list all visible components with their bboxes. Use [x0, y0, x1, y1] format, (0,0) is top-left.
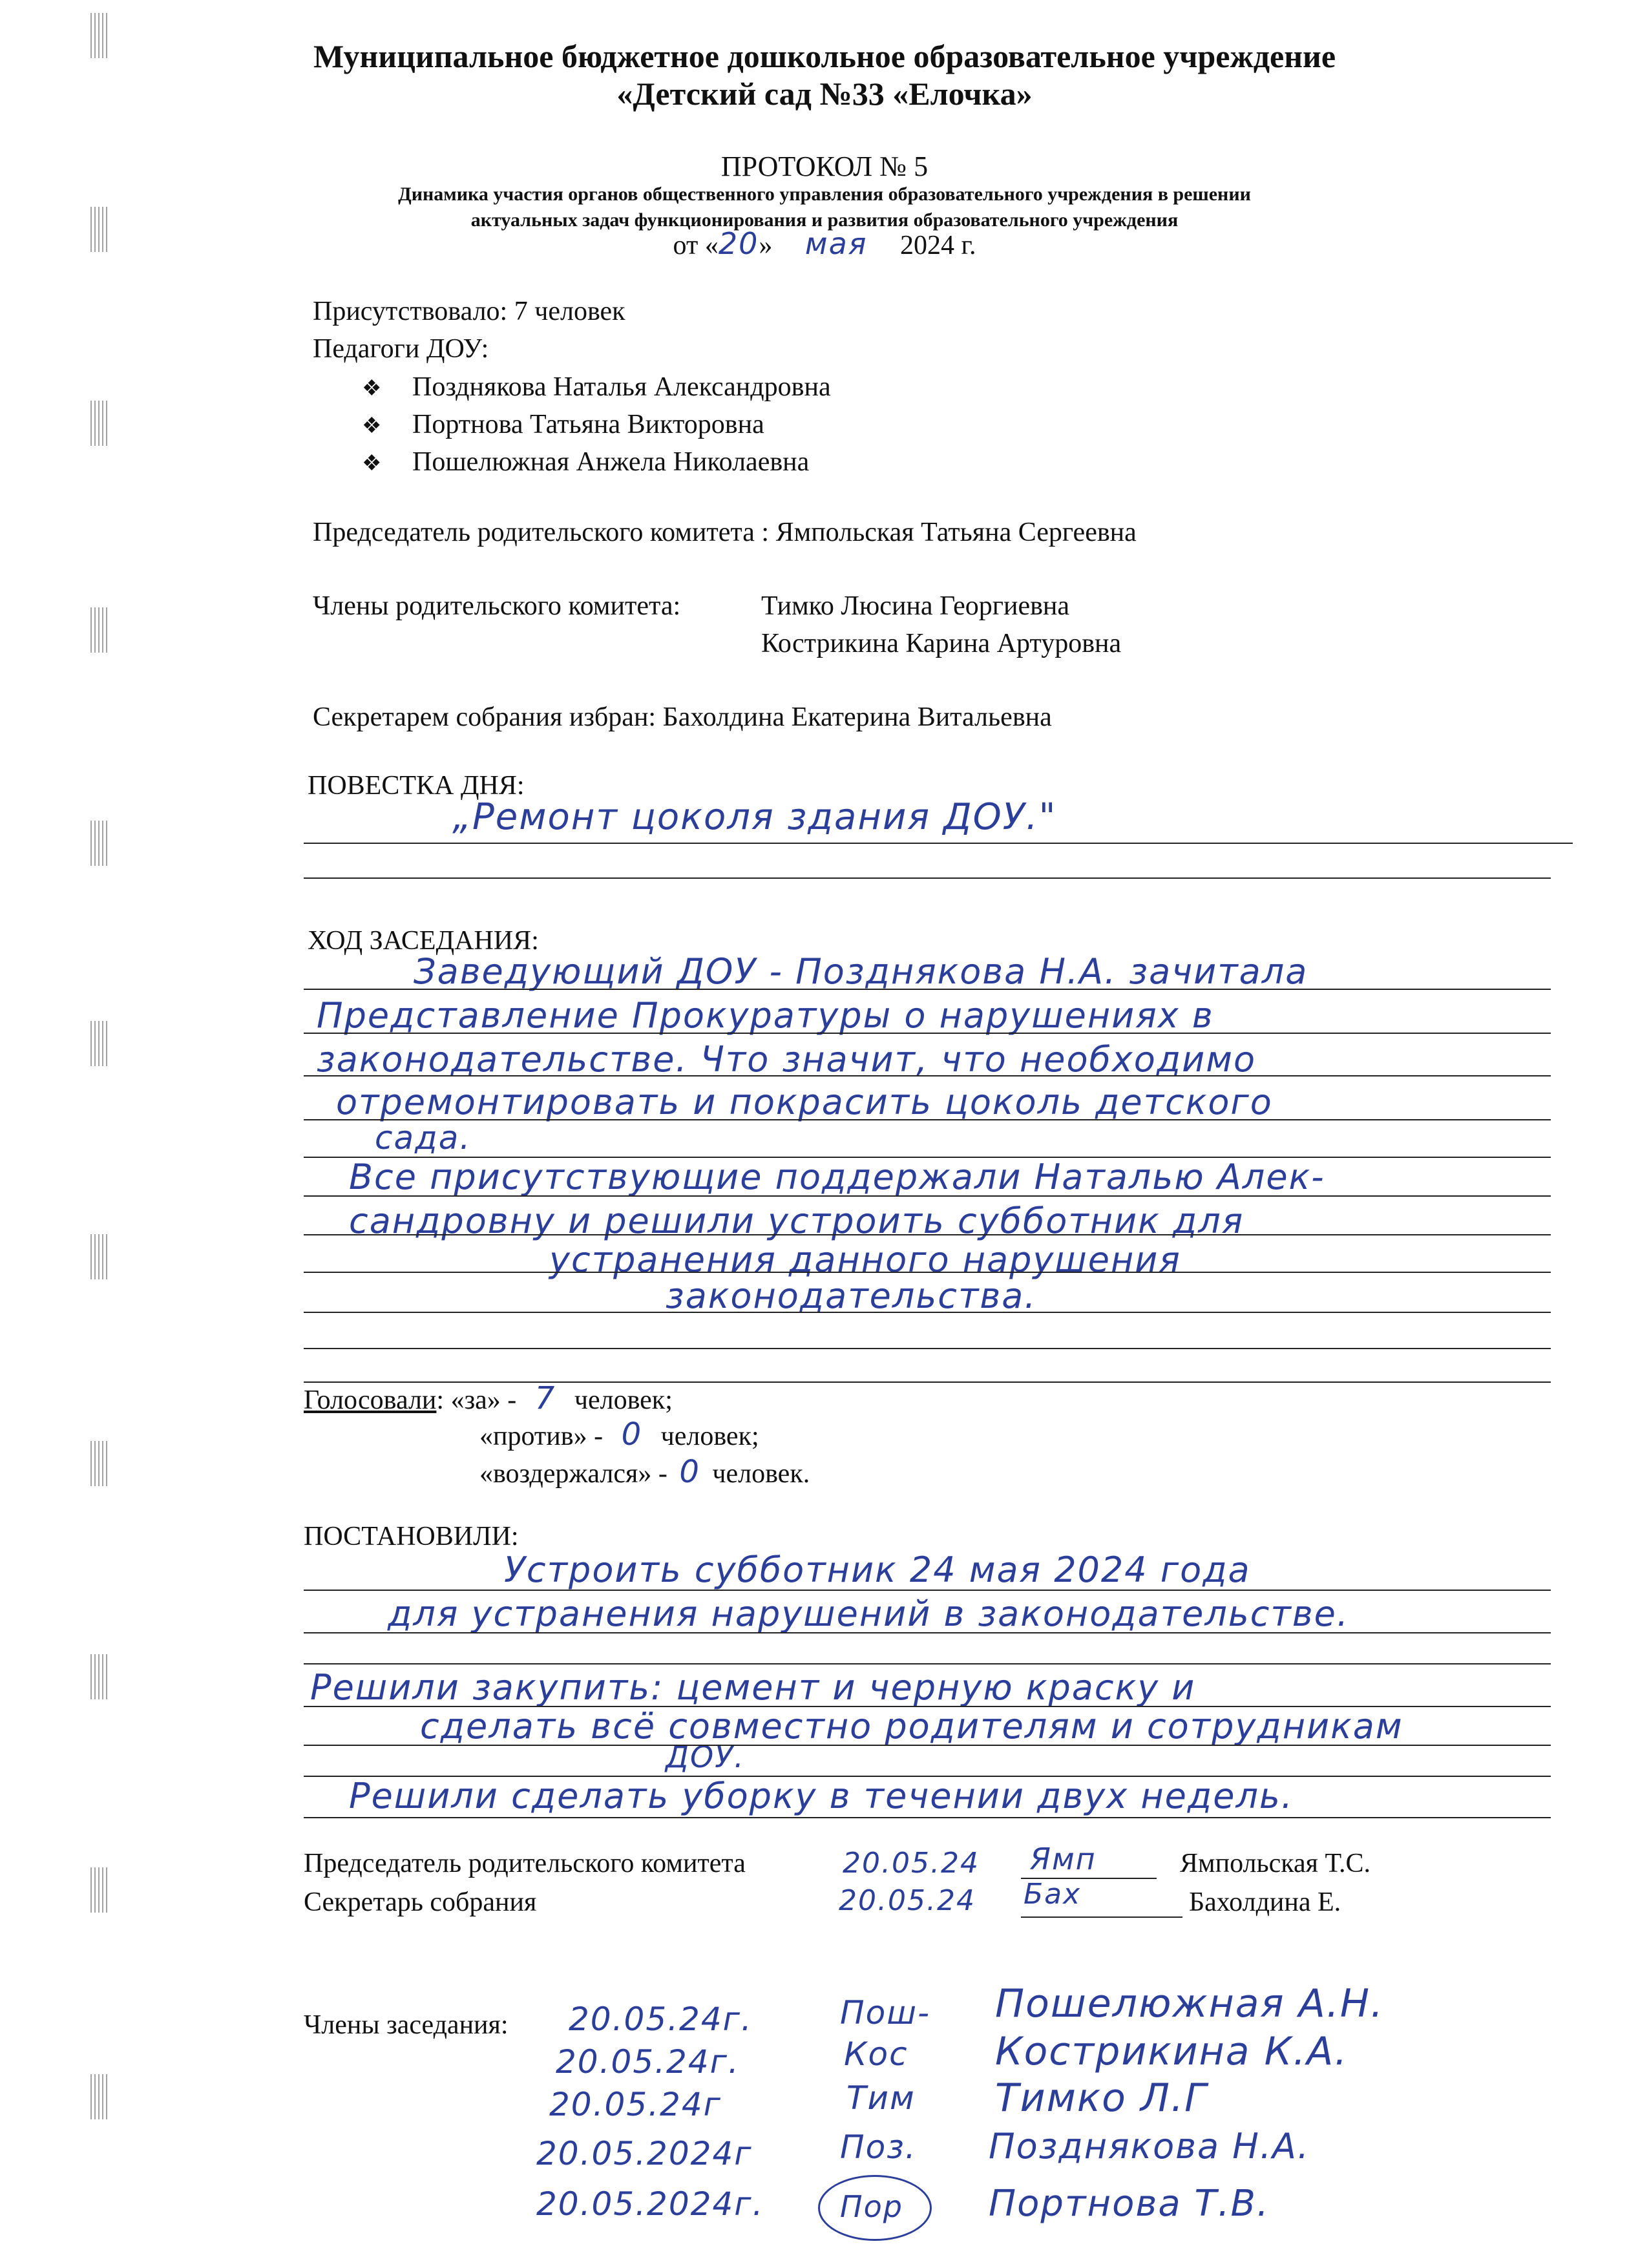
- present-count: Присутствовало: 7 человек: [313, 297, 625, 326]
- member-name-handwritten: Кострикина К.А.: [995, 2029, 1349, 2074]
- member-signature-date: 20.05.24г.: [569, 2000, 753, 2038]
- proceedings-line: Заведующий ДОУ - Позднякова Н.А. зачитала: [414, 951, 1308, 992]
- resolution-line: ДОУ.: [666, 1739, 745, 1774]
- vote-abstain-count: 0: [679, 1454, 700, 1490]
- vote-against-count: 0: [621, 1416, 643, 1453]
- diamond-bullet-icon: ❖: [362, 452, 382, 476]
- parent-committee-member: Тимко Люсина Георгиевна: [761, 591, 1070, 621]
- secretary-signature-label: Секретарь собрания: [304, 1887, 537, 1917]
- form-line: [304, 1195, 1551, 1197]
- date-month: мая: [804, 226, 868, 261]
- chair-signature: Ямп: [1030, 1842, 1097, 1876]
- chair-name: Ямпольская Т.С.: [1180, 1849, 1371, 1878]
- member-signature: Кос: [844, 2035, 909, 2073]
- signature-line: [1021, 1916, 1182, 1918]
- resolution-line: Решили закупить: цемент и черную краску и: [310, 1667, 1196, 1708]
- vote-abstain-label: «воздержался» -: [479, 1459, 667, 1489]
- proceedings-line: Представление Прокуратуры о нарушениях в: [317, 995, 1214, 1036]
- agenda-line: [304, 877, 1551, 879]
- form-line: [304, 1075, 1551, 1076]
- protocol-title: ПРОТОКОЛ № 5: [720, 151, 929, 182]
- protocol-subtitle-line2: актуальных задач функционирования и развития образовательного учреждения: [470, 209, 1179, 231]
- members-signature-label: Члены заседания:: [304, 2010, 509, 2040]
- vote-abstain-row: [479, 1454, 810, 1490]
- proceedings-line: сандровну и решили устроить субботник для: [349, 1201, 1245, 1241]
- member-name-handwritten: Пошелюжная А.Н.: [995, 1981, 1385, 2026]
- agenda-label: ПОВЕСТКА ДНЯ:: [308, 771, 525, 801]
- date-prefix: от «: [673, 231, 719, 260]
- vote-against-label: «против» -: [479, 1422, 604, 1451]
- org-name-line2: «Детский сад №33 «Елочка»: [616, 76, 1033, 112]
- vote-for-count: 7: [534, 1380, 556, 1416]
- form-line: [304, 1776, 1551, 1777]
- proceedings-line: Все присутствующие поддержали Наталью Алек-: [349, 1157, 1325, 1197]
- proceedings-line: законодательстве. Что значит, что необходимо: [317, 1039, 1256, 1080]
- form-line: [304, 1033, 1551, 1034]
- member-name-handwritten: Позднякова Н.А.: [989, 2126, 1310, 2167]
- member-signature: Тим: [846, 2079, 916, 2117]
- protocol-subtitle-line1: Динамика участия органов общественного управления образовательного учреждения в решении: [398, 184, 1251, 205]
- secretary-signature: Бах: [1024, 1878, 1082, 1911]
- vote-label: Голосовали: [304, 1385, 437, 1415]
- agenda-text: „Ремонт цоколя здания ДОУ.": [452, 796, 1057, 838]
- form-line: [304, 1632, 1551, 1633]
- vote-against-row: [479, 1416, 759, 1453]
- secretary-elected: Секретарем собрания избран: Бахолдина Екатерина Витальевна: [313, 702, 1052, 732]
- form-line: [304, 1745, 1551, 1746]
- member-signature-date: 20.05.24г.: [556, 2043, 740, 2081]
- form-line: [304, 989, 1551, 990]
- member-signature-date: 20.05.2024г.: [536, 2185, 764, 2223]
- form-line: [304, 1706, 1551, 1707]
- resolution-label: ПОСТАНОВИЛИ:: [304, 1522, 519, 1551]
- form-line: [304, 1817, 1551, 1818]
- proceedings-line: отремонтировать и покрасить цоколь детского: [336, 1082, 1273, 1122]
- form-line: [304, 1312, 1551, 1313]
- vote-against-unit: человек;: [660, 1422, 759, 1451]
- member-signature: Пош-: [840, 1994, 930, 2032]
- list-item: ❖ Портнова Татьяна Викторовна: [362, 406, 831, 443]
- parent-committee-members-label: Члены родительского комитета:: [313, 591, 681, 621]
- chair-signature-label: Председатель родительского комитета: [304, 1849, 746, 1878]
- proceedings-line: законодательства.: [666, 1276, 1037, 1316]
- parent-committee-chair: Председатель родительского комитета : Ямпольская Татьяна Сергеевна: [313, 518, 1137, 547]
- form-line: [304, 1348, 1551, 1349]
- teachers-label: Педагоги ДОУ:: [313, 334, 489, 364]
- proceedings-line: сада.: [375, 1119, 472, 1157]
- teachers-list: [362, 368, 831, 481]
- vote-abstain-unit: человек.: [712, 1459, 810, 1489]
- date-day: 20: [718, 226, 759, 261]
- member-signature: Поз.: [840, 2128, 917, 2166]
- resolution-line: сделать всё совместно родителям и сотрудникам: [420, 1706, 1403, 1747]
- agenda-line: [304, 843, 1573, 844]
- date-mid: »: [759, 231, 773, 260]
- member-signature-date: 20.05.24г: [549, 2086, 722, 2123]
- member-signature-date: 20.05.2024г: [536, 2135, 753, 2172]
- binding-margin: [90, 0, 116, 2268]
- member-signature: Пор: [840, 2189, 903, 2224]
- secretary-name: Бахолдина Е.: [1189, 1887, 1341, 1917]
- proceedings-label: ХОД ЗАСЕДАНИЯ:: [308, 926, 539, 956]
- resolution-line: для устранения нарушений в законодательстве.: [388, 1593, 1350, 1634]
- list-item: ❖ Позднякова Наталья Александровна: [362, 368, 831, 406]
- diamond-bullet-icon: ❖: [362, 377, 382, 401]
- form-line: [304, 1663, 1551, 1664]
- proceedings-line: устранения данного нарушения: [549, 1239, 1181, 1280]
- member-name-handwritten: Портнова Т.В.: [989, 2183, 1270, 2225]
- form-line: [304, 1119, 1551, 1120]
- protocol-date: [0, 226, 1649, 261]
- form-line: [304, 1272, 1551, 1273]
- form-line: [304, 1590, 1551, 1591]
- org-name-line1: Муниципальное бюджетное дошкольное образовательное учреждение: [313, 38, 1336, 74]
- diamond-bullet-icon: ❖: [362, 414, 382, 438]
- date-year: 2024 г.: [899, 231, 976, 260]
- chair-signature-date: 20.05.24: [843, 1847, 980, 1880]
- vote-for-unit: человек;: [574, 1385, 673, 1415]
- member-name-handwritten: Тимко Л.Г: [995, 2075, 1208, 2121]
- parent-committee-member: Кострикина Карина Артуровна: [761, 629, 1122, 658]
- vote-for-row: [304, 1380, 673, 1416]
- resolution-line: Решили сделать уборку в течении двух недель.: [349, 1776, 1294, 1816]
- list-item: ❖ Пошелюжная Анжела Николаевна: [362, 443, 831, 481]
- form-line: [304, 1234, 1551, 1235]
- form-line: [304, 1157, 1551, 1158]
- vote-for-label: : «за» -: [436, 1385, 517, 1415]
- secretary-signature-date: 20.05.24: [839, 1884, 976, 1917]
- resolution-line: Устроить субботник 24 мая 2024 года: [504, 1549, 1251, 1590]
